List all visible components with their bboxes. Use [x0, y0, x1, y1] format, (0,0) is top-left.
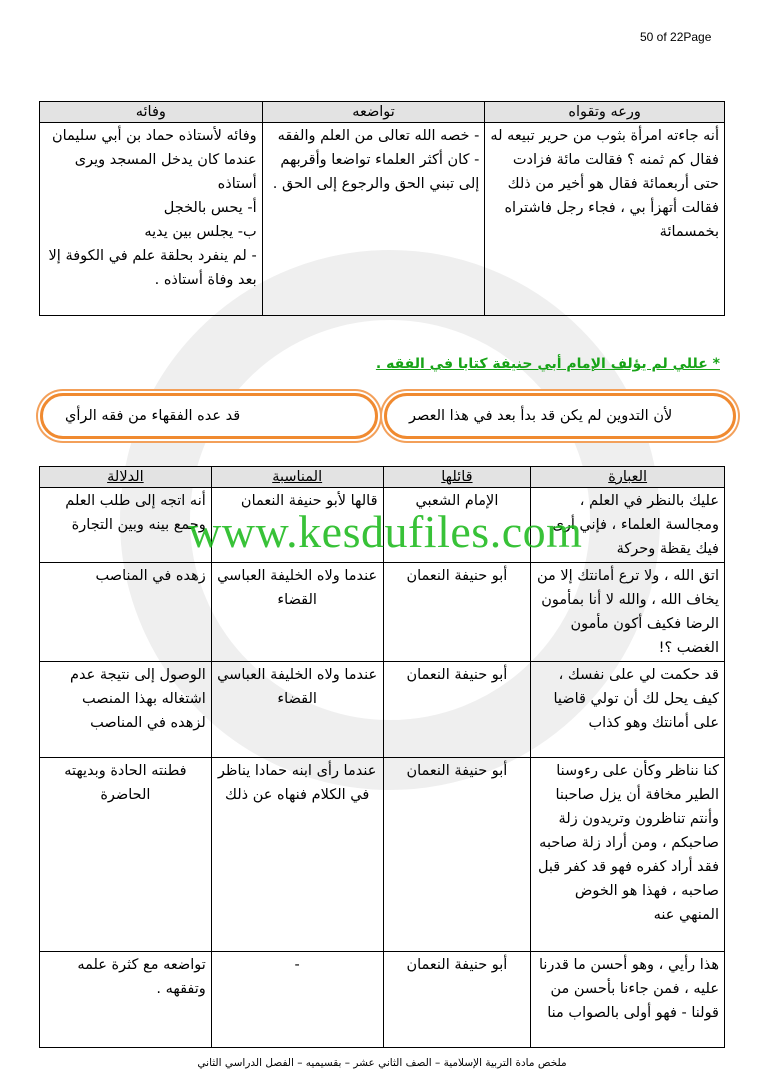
- occasion-cell: عندما ولاه الخليفة العباسي القضاء: [211, 563, 383, 662]
- significance-cell: زهده في المناصب: [40, 563, 212, 662]
- loyalty-line: - لم ينفرد بحلقة علم في الكوفة إلا بعد وفاة أستاذه .: [48, 248, 257, 288]
- table-row: [40, 662, 725, 758]
- table-row: [40, 758, 725, 952]
- table-row: [40, 563, 725, 662]
- table-row: [40, 952, 725, 1048]
- statement-cell: قد حكمت لي على نفسك ، كيف يحل لك أن تولي قاضيا على أمانتك وهو كذاب: [531, 662, 725, 758]
- occasion-cell: قالها لأبو حنيفة النعمان: [211, 488, 383, 563]
- page-footer: ملخص مادة التربية الإسلامية – الصف الثاني عشر – بقسيميه – الفصل الدراسي الثاني: [197, 1057, 567, 1069]
- answer-text-2: قد عده الفقهاء من فقه الرأي: [65, 408, 241, 424]
- humility-line: - خصه الله تعالى من العلم والفقه: [277, 128, 480, 144]
- header-piety: ورعه وتقواه: [485, 102, 725, 123]
- loyalty-line: أ- يحس بالخجل: [163, 200, 257, 216]
- answer-text-1: لأن التدوين لم يكن قد بدأ بعد في هذا العصر: [409, 408, 673, 424]
- loyalty-line: عندما كان يدخل المسجد ويرى أستاذه: [74, 152, 257, 192]
- loyalty-cell: [40, 123, 263, 316]
- occasion-cell: عندما رأى ابنه حمادا يناظر في الكلام فنهاه عن ذلك: [211, 758, 383, 952]
- statement-cell: هذا رأيي ، وهو أحسن ما قدرنا عليه ، فمن جاءنا بأحسن من قولنا - فهو أولى بالصواب منا: [531, 952, 725, 1048]
- quotes-header-row: [40, 467, 725, 488]
- speaker-cell: أبو حنيفة النعمان: [383, 563, 531, 662]
- header-occasion: المناسبة: [211, 467, 383, 488]
- answer-oval-1: [384, 393, 736, 439]
- answer-oval-2: [40, 393, 378, 439]
- significance-cell: أنه اتجه إلى طلب العلم وجمع بينه وبين التجارة: [40, 488, 212, 563]
- question-heading: * عللي لم يؤلف الإمام أبي حنيفة كتابا في الفقه .: [375, 356, 720, 372]
- occasion-cell: -: [211, 952, 383, 1048]
- header-statement: العبارة: [531, 467, 725, 488]
- significance-cell: فطنته الحادة وبديهته الحاضرة: [40, 758, 212, 952]
- statement-cell: كنا نناظر وكأن على رءوسنا الطير مخافة أن يزل صاحبنا وأنتم تناظرون وتريدون زلة صاحبكم ، ومن أراد زلة صاحبه فقد أراد كفره فهو قد كفر قبل صاحبه ، فهذا هو الخوض المنهي عنه: [531, 758, 725, 952]
- speaker-cell: الإمام الشعبي: [383, 488, 531, 563]
- website-watermark: www.kesdufiles.com: [188, 506, 583, 557]
- speaker-cell: أبو حنيفة النعمان: [383, 758, 531, 952]
- table-row: [40, 488, 725, 563]
- traits-row: [40, 123, 725, 316]
- piety-text: أنه جاءته امرأة بثوب من حرير تبيعه له فقال كم ثمنه ؟ فقالت مائة فزادت حتى أربعمائة فقال هو أخير من ذلك فقالت أتهزأ بي ، فجاء رجل فاشتراه بخمسمائة: [490, 128, 719, 240]
- header-loyalty: وفائه: [40, 102, 263, 123]
- statement-cell: اتق الله ، ولا ترع أمانتك إلا من يخاف الله ، والله لا أنا بمأمون الرضا فكيف أكون مأمون الغضب ؟!: [531, 563, 725, 662]
- loyalty-line: وفائه لأستاذه حماد بن أبي سليمان: [51, 128, 257, 144]
- statement-cell: عليك بالنظر في العلم ، ومجالسة العلماء ، فإني أرى فيك يقظة وحركة: [531, 488, 725, 563]
- significance-cell: الوصول إلى نتيجة عدم اشتغاله بهذا المنصب لزهده في المناصب: [40, 662, 212, 758]
- traits-header-row: [40, 102, 725, 123]
- humility-line: - كان أكثر العلماء تواضعا وأقربهم إلى تبني الحق والرجوع إلى الحق .: [272, 152, 480, 192]
- significance-cell: تواضعه مع كثرة علمه وتفقهه .: [40, 952, 212, 1048]
- header-humility: تواضعه: [262, 102, 485, 123]
- header-speaker: قائلها: [383, 467, 531, 488]
- quotes-table: [39, 466, 725, 1048]
- speaker-cell: أبو حنيفة النعمان: [383, 662, 531, 758]
- piety-cell: [485, 123, 725, 316]
- traits-table: [39, 101, 725, 316]
- occasion-cell: عندما ولاه الخليفة العباسي القضاء: [211, 662, 383, 758]
- header-significance: الدلالة: [40, 467, 212, 488]
- loyalty-line: ب- يجلس بين يديه: [144, 224, 257, 240]
- speaker-cell: أبو حنيفة النعمان: [383, 952, 531, 1048]
- humility-cell: [262, 123, 485, 316]
- page-number: 50 of 22Page: [640, 30, 712, 44]
